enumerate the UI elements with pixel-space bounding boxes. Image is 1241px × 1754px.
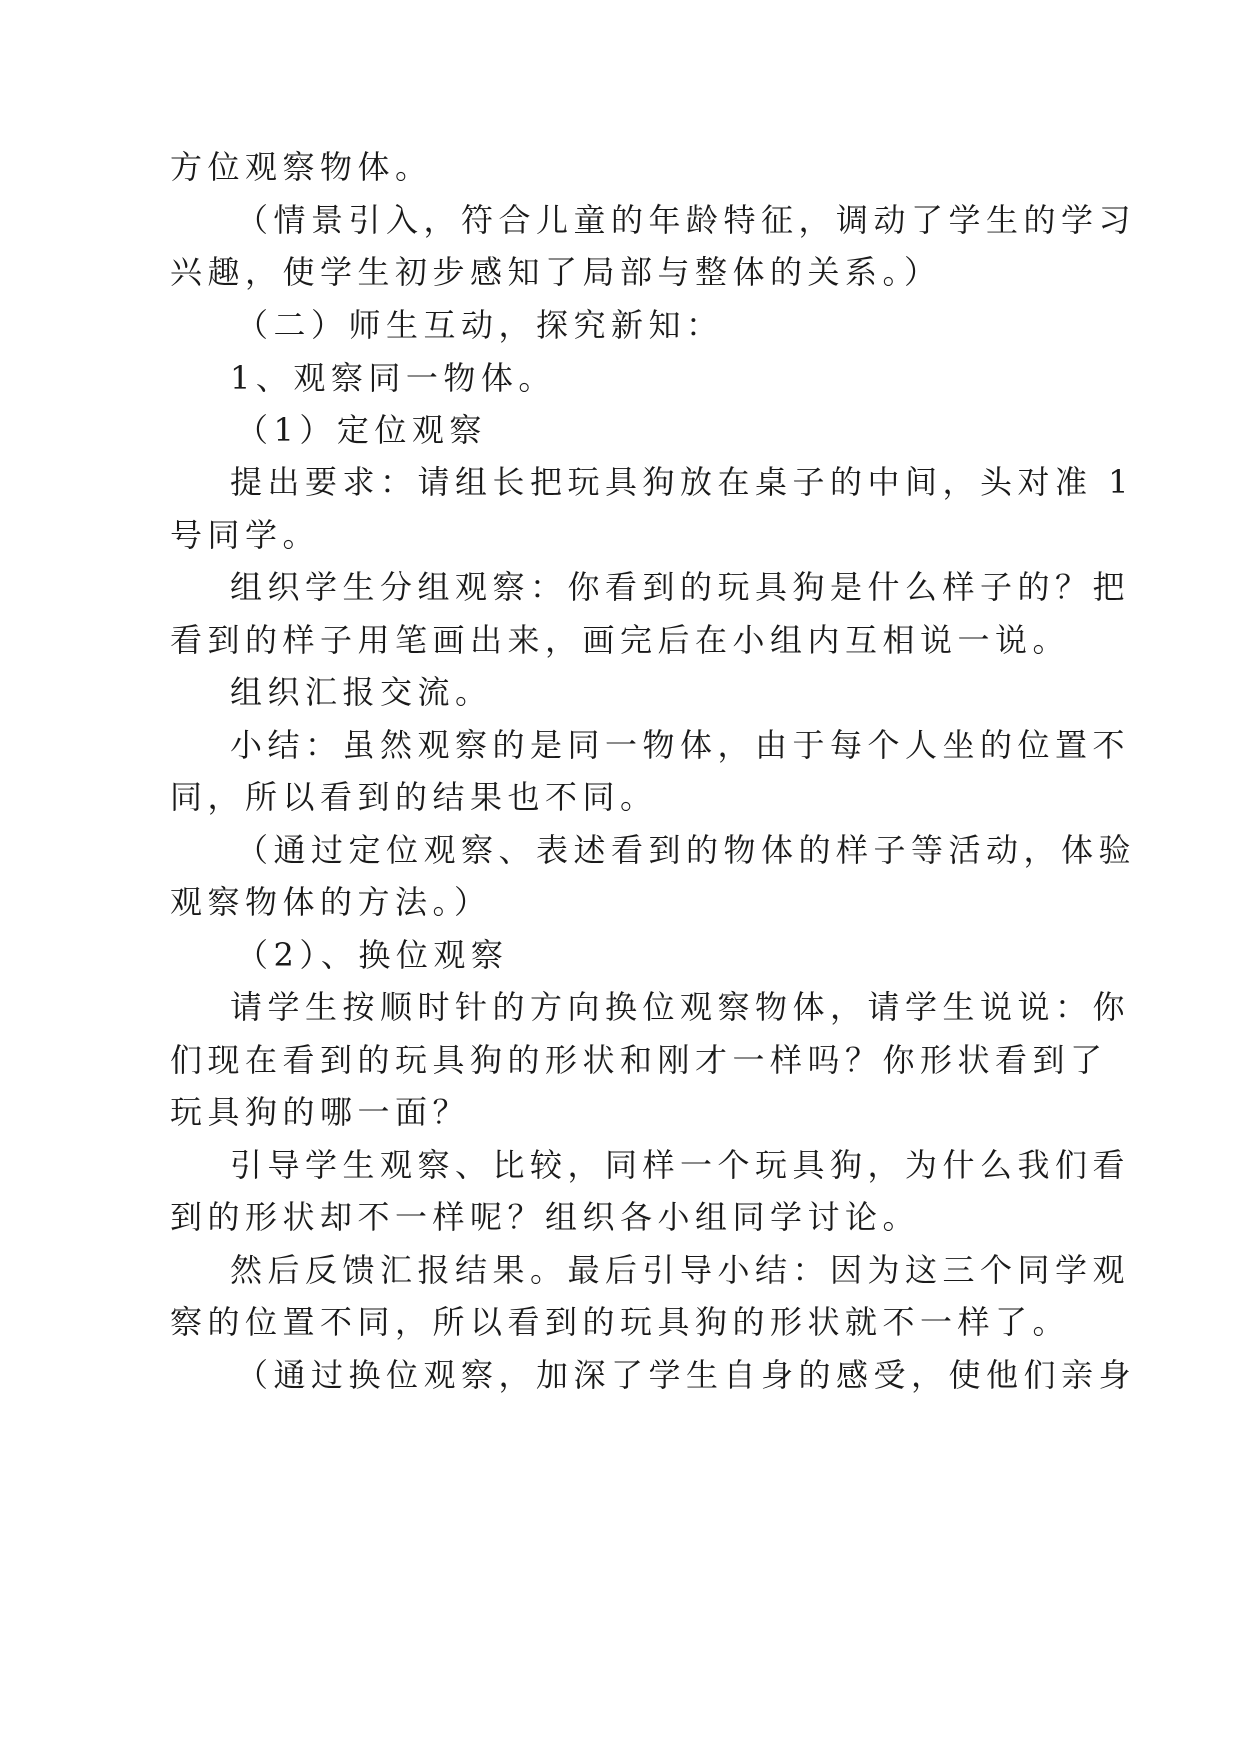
- text-line: 组织学生分组观察：你看到的玩具狗是什么样子的？把: [230, 568, 1131, 606]
- text-line: 组织汇报交流。: [230, 673, 493, 711]
- text-line: 号同学。: [170, 516, 321, 554]
- text-line: 察的位置不同，所以看到的玩具狗的形状就不一样了。: [170, 1303, 1071, 1341]
- text-line: （通过换位观察，加深了学生自身的感受，使他们亲身: [236, 1356, 1137, 1394]
- text-line: （通过定位观察、表述看到的物体的样子等活动，体验: [236, 831, 1137, 869]
- subsection-heading: （2）、换位观察: [236, 936, 509, 974]
- text-line: 玩具狗的哪一面？: [170, 1093, 471, 1131]
- subsection-heading: （1）定位观察: [236, 411, 487, 449]
- section-heading: （二）师生互动，探究新知：: [236, 306, 724, 344]
- subsection-heading: 1、观察同一物体。: [230, 359, 556, 397]
- text-line: 引导学生观察、比较，同样一个玩具狗，为什么我们看: [230, 1146, 1131, 1184]
- text-line: 兴趣，使学生初步感知了局部与整体的关系。）: [170, 253, 942, 291]
- text-line: 小结：虽然观察的是同一物体，由于每个人坐的位置不: [230, 726, 1131, 764]
- text-line: 然后反馈汇报结果。最后引导小结：因为这三个同学观: [230, 1251, 1131, 1289]
- text-line: 到的形状却不一样呢？组织各小组同学讨论。: [170, 1198, 921, 1236]
- text-line: 方位观察物体。: [170, 148, 433, 186]
- text-line: 看到的样子用笔画出来，画完后在小组内互相说一说。: [170, 621, 1071, 659]
- text-line: 同，所以看到的结果也不同。: [170, 778, 658, 816]
- text-line: （情景引入，符合儿童的年龄特征，调动了学生的学习: [236, 201, 1137, 239]
- text-line: 请学生按顺时针的方向换位观察物体，请学生说说：你: [230, 988, 1131, 1026]
- text-line: 观察物体的方法。）: [170, 883, 492, 921]
- text-line: 提出要求：请组长把玩具狗放在桌子的中间，头对准 1: [230, 463, 1135, 501]
- text-line: 们现在看到的玩具狗的形状和刚才一样吗？你形状看到了: [170, 1041, 1108, 1079]
